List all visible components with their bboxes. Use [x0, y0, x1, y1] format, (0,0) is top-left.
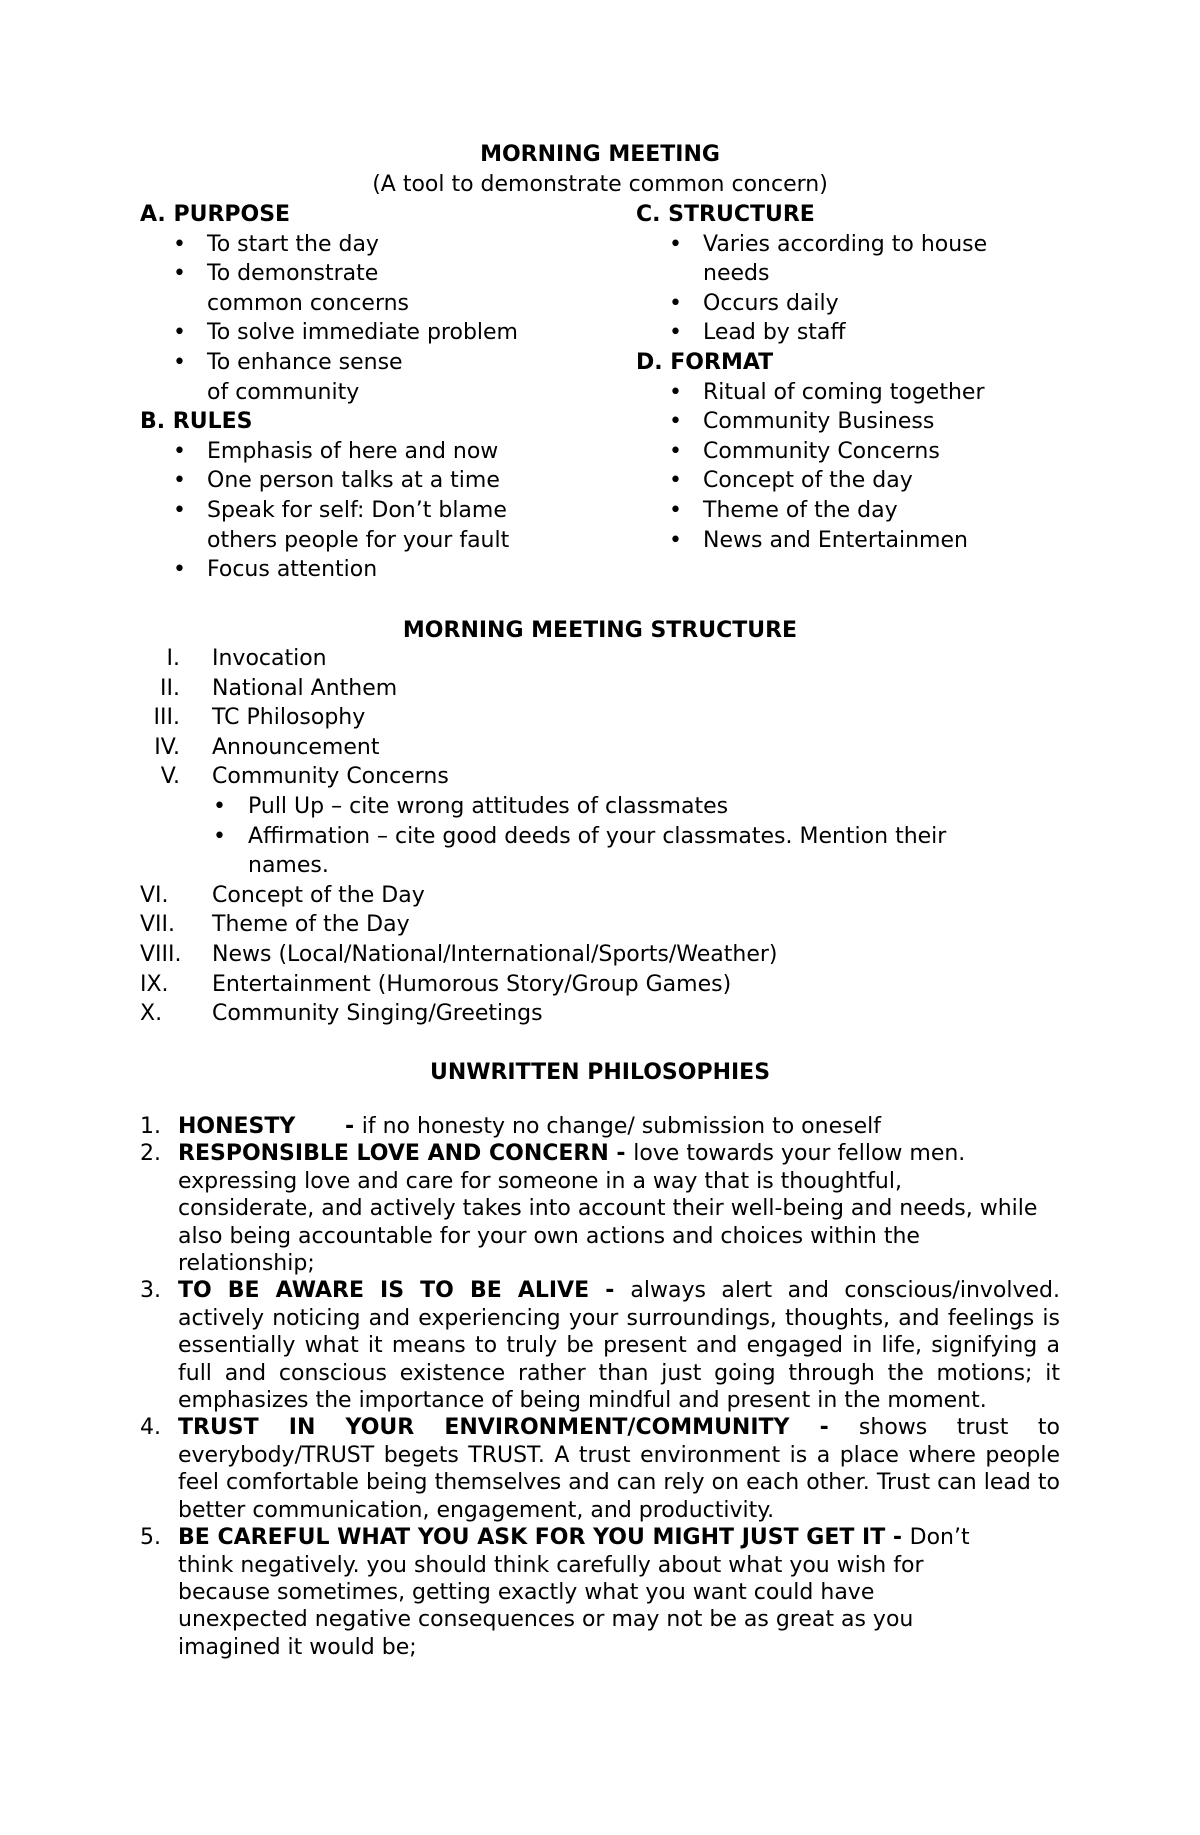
list-item: • To enhance sense of community	[140, 348, 570, 407]
meeting-structure-list	[140, 644, 1060, 1029]
philosophy-separator: -	[789, 1415, 859, 1441]
list-number: 2.	[140, 1141, 161, 1167]
list-text: TC Philosophy	[212, 705, 366, 731]
list-item	[140, 970, 1060, 1000]
list-item	[140, 881, 1060, 911]
list-item	[140, 1277, 1060, 1414]
left-column	[140, 200, 570, 585]
list-item: • Ritual of coming together	[636, 378, 1066, 408]
list-item	[140, 910, 1060, 940]
list-item: • Varies according to house needs	[636, 230, 1066, 289]
list-item: • Community Concerns	[636, 437, 1066, 467]
philosophy-text: if no honesty no change/ submission to oneself	[361, 1114, 881, 1139]
list-item: • News and Entertainmen	[636, 526, 1066, 556]
section-heading-format: D. FORMAT	[636, 349, 774, 375]
list-item	[140, 644, 1060, 674]
list-number: I.	[166, 646, 180, 671]
list-text: Announcement	[212, 734, 380, 760]
philosophy-title: TRUST IN YOUR ENVIRONMENT/COMMUNITY	[178, 1415, 790, 1441]
list-item: • Theme of the day	[636, 496, 1066, 526]
section-heading-rules: B. RULES	[140, 409, 253, 435]
list-number: VIII.	[140, 941, 182, 967]
philosophy-text: love towards your fellow men. expressing love and care for someone in a way that is thoughtful, considerate, and actively takes into account their well-being and needs, while also being accountable for your own actions and choices within the relationship;	[178, 1141, 1038, 1277]
list-item	[140, 703, 1060, 733]
page-title: MORNING MEETING	[480, 142, 720, 167]
list-text: Entertainment (Humorous Story/Group Games)	[212, 971, 732, 997]
list-item	[140, 1414, 1060, 1524]
list-text: Community Singing/Greetings	[212, 1001, 543, 1027]
right-column	[636, 200, 1066, 555]
list-item	[140, 999, 1060, 1029]
list-item: • Occurs daily	[636, 289, 1066, 319]
list-number: 3.	[140, 1278, 161, 1304]
philosophy-separator: -	[885, 1525, 910, 1551]
list-number: VI.	[140, 882, 169, 908]
list-item	[140, 762, 1060, 792]
philosophy-title: BE CAREFUL WHAT YOU ASK FOR YOU MIGHT JUST GET IT	[178, 1525, 886, 1551]
philosophy-text: Don’t think negatively. you should think carefully about what you wish for because sometimes, getting exactly what you want could have unexpected negative consequences or may not be as great as you imagined it would be;	[178, 1525, 970, 1660]
philosophy-title: TO BE AWARE IS TO BE ALIVE	[178, 1278, 590, 1304]
list-item	[140, 1140, 1060, 1277]
list-number: 1.	[140, 1114, 161, 1139]
philosophy-text: always alert and conscious/involved. actively noticing and experiencing your surroundings, thoughts, and feelings is essentially what it means to truly be present and engaged in life, signifying a full and conscious existence rather than just going through the motions; it emphasizes the importance of being mindful and present in the moment.	[178, 1278, 1061, 1414]
page-subtitle: (A tool to demonstrate common concern)	[372, 172, 828, 197]
list-number: III.	[153, 705, 180, 731]
philosophy-title: RESPONSIBLE LOVE AND CONCERN	[178, 1141, 609, 1167]
philosophy-separator: -	[337, 1114, 362, 1139]
list-item: • One person talks at a time	[140, 466, 570, 496]
list-item: • To solve immediate problem	[140, 318, 570, 348]
philosophy-separator: -	[589, 1278, 631, 1304]
list-text: News (Local/National/International/Sports/Weather)	[212, 941, 778, 967]
philosophies-list	[140, 1113, 1060, 1661]
list-text: Invocation	[212, 646, 327, 671]
section-heading-purpose: A. PURPOSE	[140, 202, 291, 227]
list-number: VII.	[140, 912, 176, 938]
sub-list-item: • Pull Up – cite wrong attitudes of classmates	[140, 792, 1060, 822]
list-text: National Anthem	[212, 675, 398, 701]
philosophy-separator: -	[608, 1141, 634, 1167]
section-title-philosophies: UNWRITTEN PHILOSOPHIES	[429, 1060, 771, 1085]
list-number: IV.	[154, 734, 180, 760]
list-item	[140, 1524, 1060, 1661]
philosophy-title: HONESTY	[178, 1114, 296, 1139]
list-number: 5.	[140, 1525, 161, 1551]
list-item: • To demonstrate common concerns	[140, 259, 570, 318]
list-number: 4.	[140, 1415, 161, 1441]
section-heading-structure: C. STRUCTURE	[636, 202, 815, 227]
list-number: X.	[140, 1001, 163, 1027]
list-number: IX.	[140, 971, 169, 997]
list-item	[140, 733, 1060, 763]
list-number: II.	[160, 675, 180, 701]
list-item: • Focus attention	[140, 555, 570, 585]
list-item: • Concept of the day	[636, 466, 1066, 496]
list-item: • Speak for self: Don’t blame others people for your fault	[140, 496, 570, 555]
section-title-meeting-structure: MORNING MEETING STRUCTURE	[402, 618, 798, 643]
list-item	[140, 940, 1060, 970]
list-item: • Lead by staff	[636, 318, 1066, 348]
sub-list-item: • Affirmation – cite good deeds of your classmates. Mention their names.	[140, 822, 1060, 881]
list-text: Community Concerns	[212, 764, 449, 790]
list-item: • Emphasis of here and now	[140, 437, 570, 467]
list-text: Concept of the Day	[212, 882, 425, 908]
philosophy-text: shows trust to everybody/TRUST begets TRUST. A trust environment is a place where people feel comfortable being themselves and can rely on each other. Trust can lead to better communication, engagement, and productivity.	[178, 1415, 1060, 1523]
list-item: • To start the day	[140, 230, 570, 260]
list-item	[140, 1113, 1060, 1140]
list-item: • Community Business	[636, 407, 1066, 437]
list-number: V.	[160, 764, 180, 790]
list-text: Theme of the Day	[212, 912, 410, 938]
list-item	[140, 674, 1060, 704]
